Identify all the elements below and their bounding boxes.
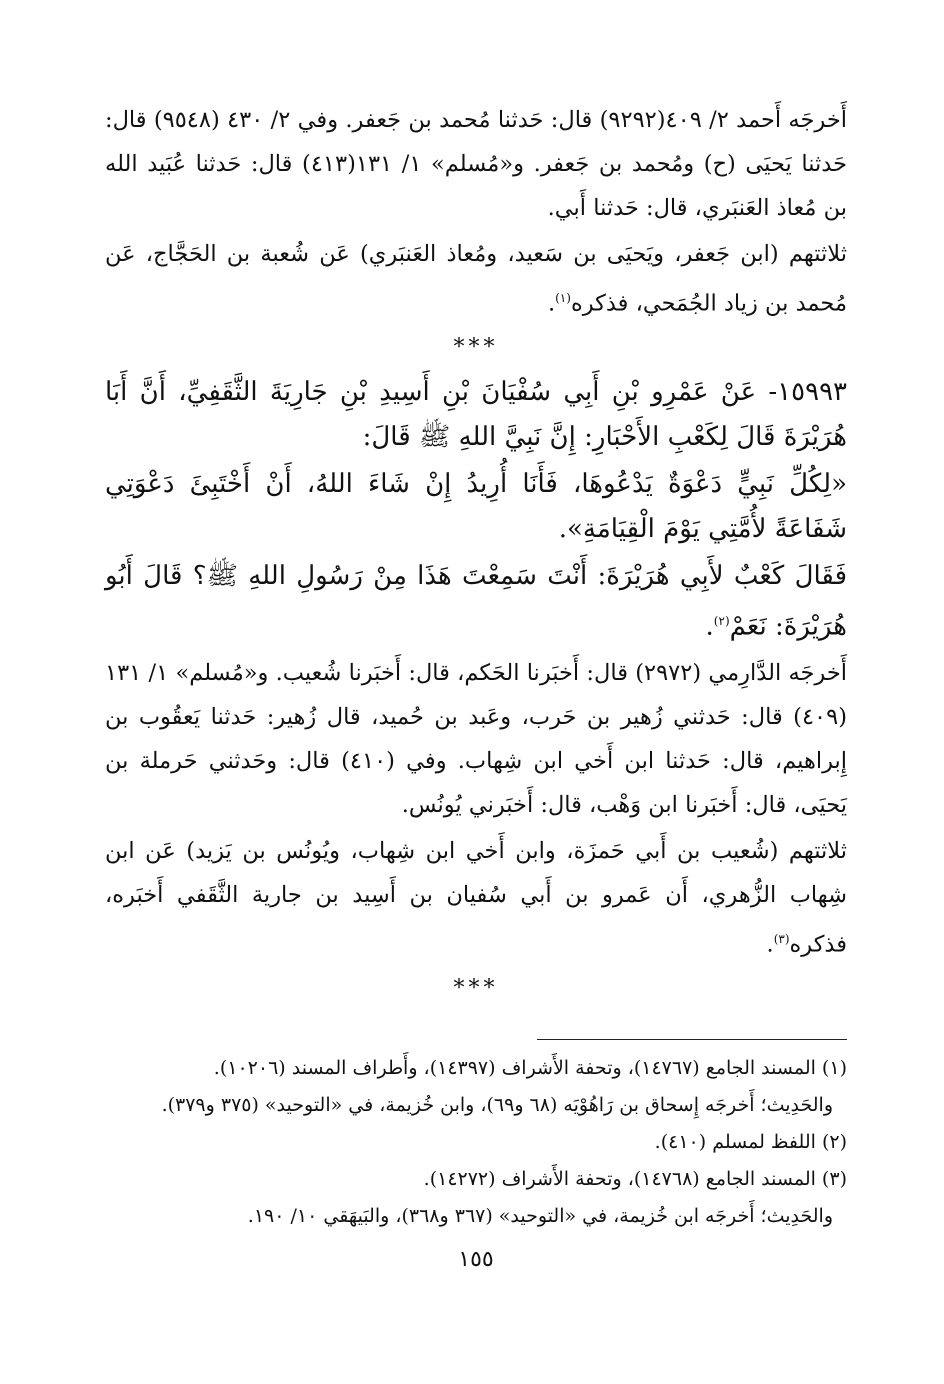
takhrij-paragraph-4: ثلاثتهم (شُعيب بن أَبي حَمزَة، وابن أَخي ابن شِهاب، ويُونُس بن يَزيد) عَن ابن شِهاب الزُّهري، أَن عَمرو بن أَبي سُفيان بن أَسِيد بن جارية الثَّقَفي أَخبَره، فذكره$^{(٣)}$. bbox=[105, 838, 847, 958]
footnote-1-continued: والحَدِيث؛ أَخرجَه إِسحاق بن رَاهُوْيَه (٦٨ و٦٩)، وابن خُزيمة، في «التوحيد» (٣٧٥ و٣٧٩). bbox=[161, 1093, 833, 1116]
hadith-dialogue: فَقَالَ كَعْبٌ لأَبِي هُرَيْرَةَ: أَنْتَ سَمِعْتَ هَذَا مِنْ رَسُولِ اللهِ ﷺ؟ قَالَ أَبُو هُرَيْرَةَ: نَعَمْ$^{(٢)}$. bbox=[105, 560, 847, 642]
footnote-1: (١) المسند الجامع (١٤٧٦٧)، وتحفة الأَشراف (١٤٣٩٧)، وأَطراف المسند (١٠٢٠٦). bbox=[213, 1056, 847, 1079]
page-number: ١٥٥ bbox=[458, 1246, 494, 1272]
footnote-ref-3: (٣) bbox=[773, 932, 790, 947]
footnote-2: (٢) اللفظ لمسلم (٤١٠). bbox=[654, 1130, 847, 1153]
takhrij-paragraph-2-text: ثلاثتهم (ابن جَعفر، ويَحيَى بن سَعيد، ومُعاذ العَنبَري) عَن شُعبة بن الحَجَّاج، عَن مُحمد بن زياد الجُمَحي، فذكره bbox=[105, 241, 847, 317]
footnote-ref-2: (٢) bbox=[713, 613, 730, 628]
page-content bbox=[105, 98, 847, 1275]
footnote-divider bbox=[537, 1039, 847, 1040]
hadith-isnad: ١٥٩٩٣- عَنْ عَمْرِو بْنِ أَبِي سُفْيَانَ بْنِ أَسِيدِ بْنِ جَارِيَةَ الثَّقَفِيِّ، أَنَّ أَبَا هُرَيْرَةَ قَالَ لِكَعْبِ الأَحْبَارِ: إِنَّ نَبِيَّ اللهِ ﷺ قَالَ: bbox=[105, 376, 847, 452]
footnote-3: (٣) المسند الجامع (١٤٧٦٨)، وتحفة الأَشراف (١٤٢٧٢). bbox=[423, 1167, 847, 1190]
takhrij-paragraph-4-text: ثلاثتهم (شُعيب بن أَبي حَمزَة، وابن أَخي ابن شِهاب، ويُونُس بن يَزيد) عَن ابن شِهاب الزُّهري، أَن عَمرو بن أَبي سُفيان بن أَسِيد بن جارية الثَّقَفي أَخبَره، فذكره bbox=[105, 838, 847, 958]
section-separator-2: *** bbox=[453, 975, 499, 1001]
section-separator: *** bbox=[453, 334, 499, 360]
hadith-matn: «لِكُلِّ نَبِيٍّ دَعْوَةٌ يَدْعُوهَا، فَأَنَا أُرِيدُ إِنْ شَاءَ اللهُ، أَنْ أَخْتَبِئَ دَعْوَتِي شَفَاعَةً لأُمَّتِي يَوْمَ الْقِيَامَةِ». bbox=[105, 468, 848, 544]
takhrij-paragraph-3: أَخرجَه الدَّارِمي (٢٩٧٢) قال: أَخبَرنا الحَكم، قال: أَخبَرنا شُعيب. و«مُسلم» ١/ ١٣١ (٤٠٩) قال: حَدثني زُهير بن حَرب، وعَبد بن حُميد، قال زُهير: حَدثنا يَعقُوب بن إِبراهيم، قال: حَدثنا ابن أَخي ابن شِهاب. وفي (٤١٠) قال: وحَدثني حَرملة بن يَحيَى، قال: أَخبَرنا ابن وَهْب، قال: أَخبَرني يُونُس. bbox=[105, 660, 848, 819]
takhrij-paragraph-1: أَخرجَه أَحمد ٢/ ٤٠٩(٩٢٩٢) قال: حَدثنا مُحمد بن جَعفر. وفي ٢/ ٤٣٠ (٩٥٤٨) قال: حَدثنا يَحيَى (ح) ومُحمد بن جَعفر. و«مُسلم» ١/ ١٣١(٤١٣) قال: حَدثنا عُبَيد الله بن مُعاذ العَنبَري، قال: حَدثنا أَبي. bbox=[105, 107, 847, 221]
footnote-ref-1: (١) bbox=[555, 291, 571, 305]
takhrij-paragraph-2: ثلاثتهم (ابن جَعفر، ويَحيَى بن سَعيد، ومُعاذ العَنبَري) عَن شُعبة بن الحَجَّاج، عَن مُحمد بن زياد الجُمَحي، فذكره$^{(١)}$. bbox=[105, 241, 847, 317]
footnote-3-continued: والحَدِيث؛ أَخرجَه ابن خُزيمة، في «التوحيد» (٣٦٧ و٣٦٨)، والبَيهَقي ١٠/ ١٩٠. bbox=[247, 1204, 833, 1227]
hadith-dialogue-text: فَقَالَ كَعْبٌ لأَبِي هُرَيْرَةَ: أَنْتَ سَمِعْتَ هَذَا مِنْ رَسُولِ اللهِ ﷺ؟ قَالَ أَبُو هُرَيْرَةَ: نَعَمْ bbox=[105, 560, 847, 642]
